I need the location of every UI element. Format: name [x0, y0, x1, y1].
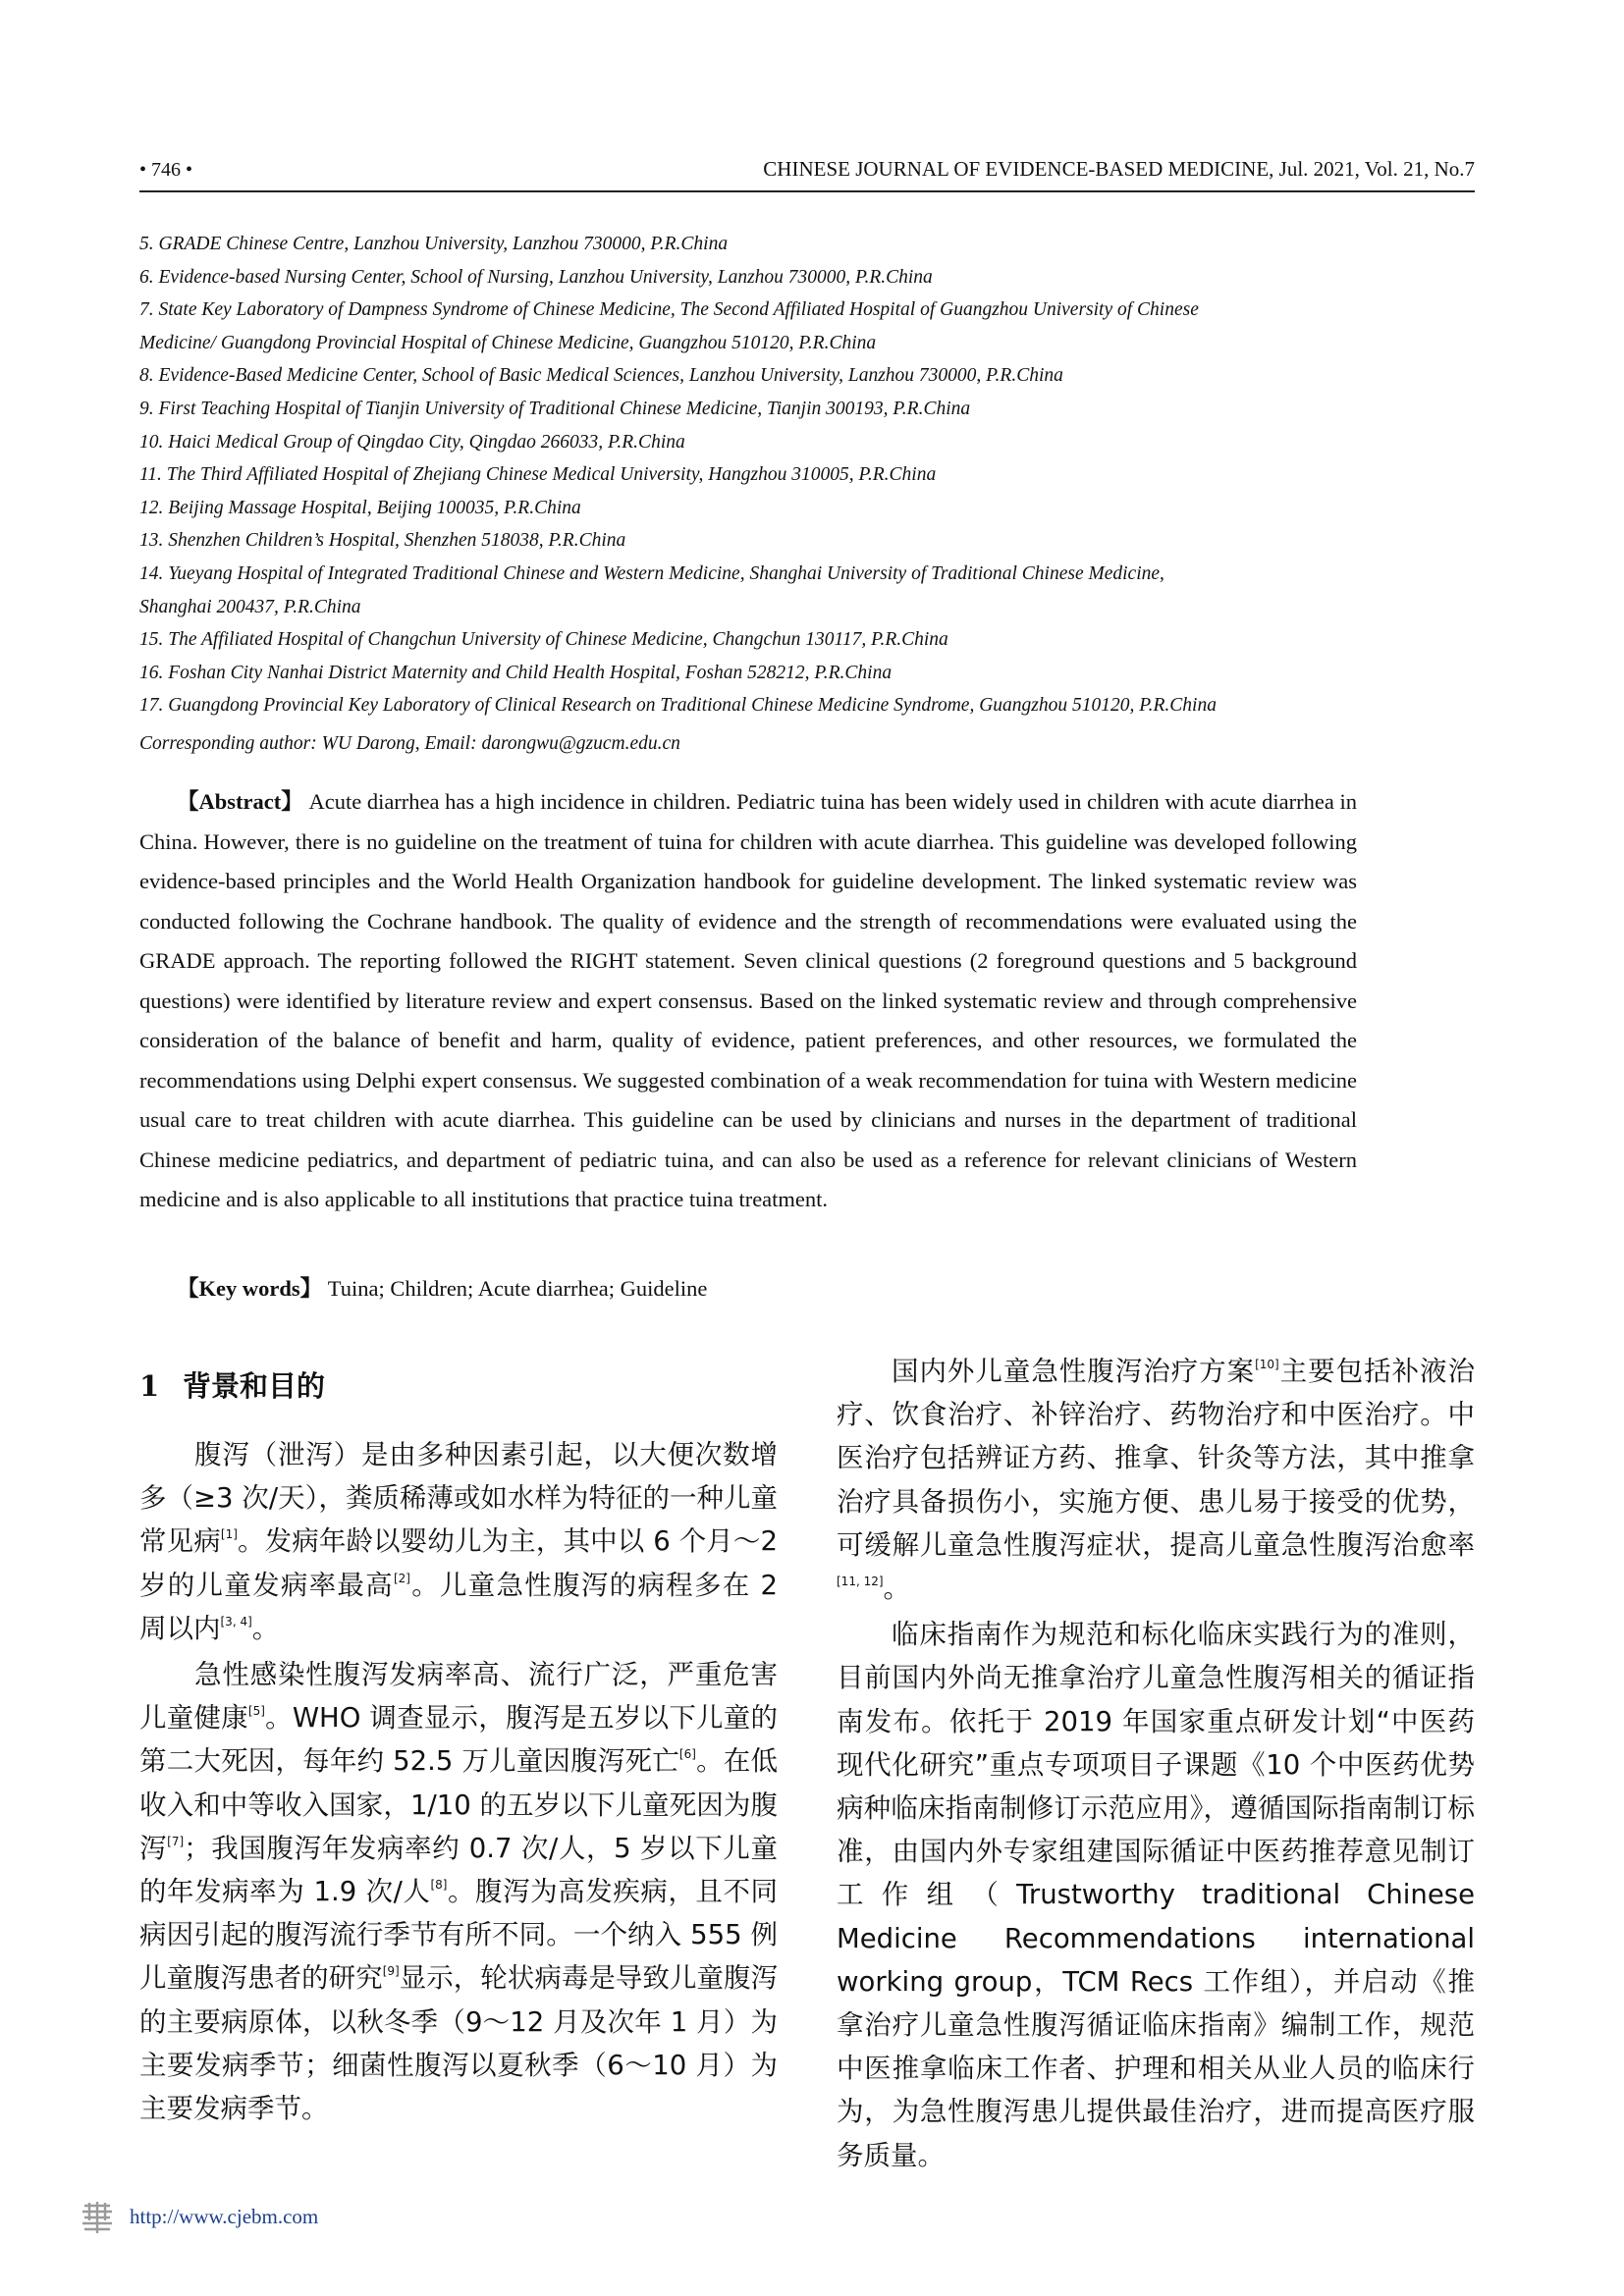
- section-heading: [139, 1364, 778, 1408]
- affiliations-block: [139, 228, 1475, 761]
- keywords-label: 【Key words】: [177, 1276, 323, 1301]
- affiliation-line: 12. Beijing Massage Hospital, Beijing 100035, P.R.China: [139, 497, 581, 518]
- keywords: [177, 1269, 707, 1308]
- page-header: [139, 155, 1475, 192]
- section-number: 1: [139, 1369, 160, 1403]
- abstract-text: Acute diarrhea has a high incidence in children. Pediatric tuina has been widely used in children with acute diarrhea in China. However, there is no guideline on the treatment of tuina for children with acute diarrhea. This guideline was developed following evidence-based principles and the World Health Organization handbook for guideline development. The linked systematic review was conducted following the Cochrane handbook. The quality of evidence and the strength of recommendations were evaluated using the GRADE approach. The reporting followed the RIGHT statement. Seven clinical questions (2 foreground questions and 5 background questions) were identified by literature review and expert consensus. Based on the linked systematic review and through comprehensive consideration of the balance of benefit and harm, quality of evidence, patient preferences, and other resources, we formulated the recommendations using Delphi expert consensus. We suggested combination of a weak recommendation for tuina with Western medicine usual care to treat children with acute diarrhea. This guideline can be used by clinicians and nurses in the department of traditional Chinese medicine pediatrics, and department of pediatric tuina, and can also be used as a reference for relevant clinicians of Western medicine and is also applicable to all institutions that practice tuina treatment.: [139, 789, 1357, 1211]
- citation[interactable]: [6]: [678, 1747, 696, 1762]
- citation[interactable]: [10]: [1255, 1358, 1279, 1371]
- citation[interactable]: [7]: [167, 1834, 185, 1848]
- citation[interactable]: [8]: [430, 1878, 448, 1893]
- affiliation-line: 13. Shenzhen Children’s Hospital, Shenzhen 518038, P.R.China: [139, 530, 626, 552]
- body-paragraph: 国内外儿童急性腹泻治疗方案[10]主要包括补液治疗、饮食治疗、补锌治疗、药物治疗和中医治疗。中医治疗包括辨证方药、推拿、针灸等方法，其中推拿治疗具备损伤小，实施方便、患儿易于接受的优势，可缓解儿童急性腹泻症状，提高儿童急性腹泻治愈率[11, 12]。: [837, 1356, 1476, 1605]
- corresponding-author: Corresponding author: WU Darong, Email: darongwu@gzucm.edu.cn: [139, 732, 680, 754]
- abstract: [139, 782, 1357, 1220]
- body-paragraph: 临床指南作为规范和标化临床实践行为的准则，目前国内外尚无推拿治疗儿童急性腹泻相关的循证指南发布。依托于 2019 年国家重点研发计划“中医药现代化研究”重点专项项目子课题《10 个中医药优势病种临床指南制修订示范应用》，遵循国际指南制订标准，由国内外专家组建国际循证中医药推荐意见制订工作组（Trustworthy traditional Chinese Medicine Recommendations international working group，TCM Recs 工作组），并启动《推拿治疗儿童急性腹泻循证临床指南》编制工作，规范中医推拿临床工作者、护理和相关从业人员的临床行为，为急性腹泻患儿提供最佳治疗，进而提高医疗服务质量。: [837, 1619, 1475, 2171]
- affiliation-line: 5. GRADE Chinese Centre, Lanzhou University, Lanzhou 730000, P.R.China: [139, 234, 729, 254]
- page-number: • 746 •: [139, 159, 193, 181]
- affiliation-line: 11. The Third Affiliated Hospital of Zhejiang Chinese Medical University, Hangzhou 310005, P.R.China: [139, 464, 937, 486]
- citation[interactable]: [2]: [393, 1571, 410, 1585]
- affiliation-line: 10. Haici Medical Group of Qingdao City, Qingdao 266033, P.R.China: [139, 431, 685, 453]
- affiliation-line: 9. First Teaching Hospital of Tianjin University of Traditional Chinese Medicine, Tianjin 300193, P.R.China: [139, 398, 971, 419]
- affiliation-line: 16. Foshan City Nanhai District Maternity and Child Health Hospital, Foshan 528212, P.R.China: [139, 662, 893, 683]
- affiliation-line: 15. The Affiliated Hospital of Changchun University of Chinese Medicine, Changchun 130117, P.R.China: [139, 629, 948, 651]
- abstract-label: 【Abstract】: [177, 789, 303, 814]
- right-column: [837, 1350, 1475, 2180]
- body-paragraph: 腹泻（泄泻）是由多种因素引起，以大便次数增多（≥3 次/天），粪质稀薄或如水样为特征的一种儿童常见病[1]。发病年龄以婴幼儿为主，其中以 6 个月～2 岁的儿童发病率最高[2]。儿童急性腹泻的病程多在 2 周以内[3, 4]。: [139, 1439, 779, 1644]
- citation[interactable]: [11, 12]: [837, 1575, 884, 1589]
- affiliation-line: 7. State Key Laboratory of Dampness Syndrome of Chinese Medicine, The Second Affiliated Hospital of Guangzhou University of Chinese: [139, 299, 1199, 321]
- left-column: [139, 1364, 778, 2133]
- citation[interactable]: [3, 4]: [220, 1614, 252, 1629]
- affiliation-line: Shanghai 200437, P.R.China: [139, 596, 361, 617]
- affiliation-line: 17. Guangdong Provincial Key Laboratory of Clinical Research on Traditional Chinese Medicine Syndrome, Guangzhou 510120, P.R.China: [139, 695, 1217, 717]
- citation[interactable]: [9]: [382, 1964, 400, 1979]
- affiliation-line: 6. Evidence-based Nursing Center, School of Nursing, Lanzhou University, Lanzhou 730000, P.R.China: [139, 266, 933, 288]
- affiliation-line: Medicine/ Guangdong Provincial Hospital of Chinese Medicine, Guangzhou 510120, P.R.China: [139, 332, 877, 353]
- journal-title: CHINESE JOURNAL OF EVIDENCE-BASED MEDICINE, Jul. 2021, Vol. 21, No.7: [763, 157, 1475, 181]
- affiliation-line: 8. Evidence-Based Medicine Center, School of Basic Medical Sciences, Lanzhou University, Lanzhou 730000, P.R.China: [139, 365, 1063, 387]
- body-paragraph: 急性感染性腹泻发病率高、流行广泛，严重危害儿童健康[5]。WHO 调查显示，腹泻是五岁以下儿童的第二大死因，每年约 52.5 万儿童因腹泻死亡[6]。在低收入和中等收入国家，1/10 的五岁以下儿童死因为腹泻[7]；我国腹泻年发病率约 0.7 次/人，5 岁以下儿童的年发病率为 1.9 次/人[8]。腹泻为高发疾病，且不同病因引起的腹泻流行季节有所不同。一个纳入 555 例儿童腹泻患者的研究[9]显示，轮状病毒是导致儿童腹泻的主要病原体，以秋冬季（9～12 月及次年 1 月）为主要发病季节；细菌性腹泻以夏秋季（6～10 月）为主要发病季节。: [139, 1659, 779, 2125]
- citation[interactable]: [1]: [220, 1527, 238, 1542]
- affiliation-line: 14. Yueyang Hospital of Integrated Traditional Chinese and Western Medicine, Shanghai University of Traditional Chinese Medicine,: [139, 562, 1164, 584]
- keywords-text: Tuina; Children; Acute diarrhea; Guideline: [327, 1276, 708, 1301]
- citation[interactable]: [5]: [247, 1704, 265, 1719]
- journal-logo-icon: [79, 2199, 116, 2236]
- section-title: 背景和目的: [183, 1369, 326, 1403]
- journal-website-link[interactable]: http://www.cjebm.com: [130, 2205, 319, 2228]
